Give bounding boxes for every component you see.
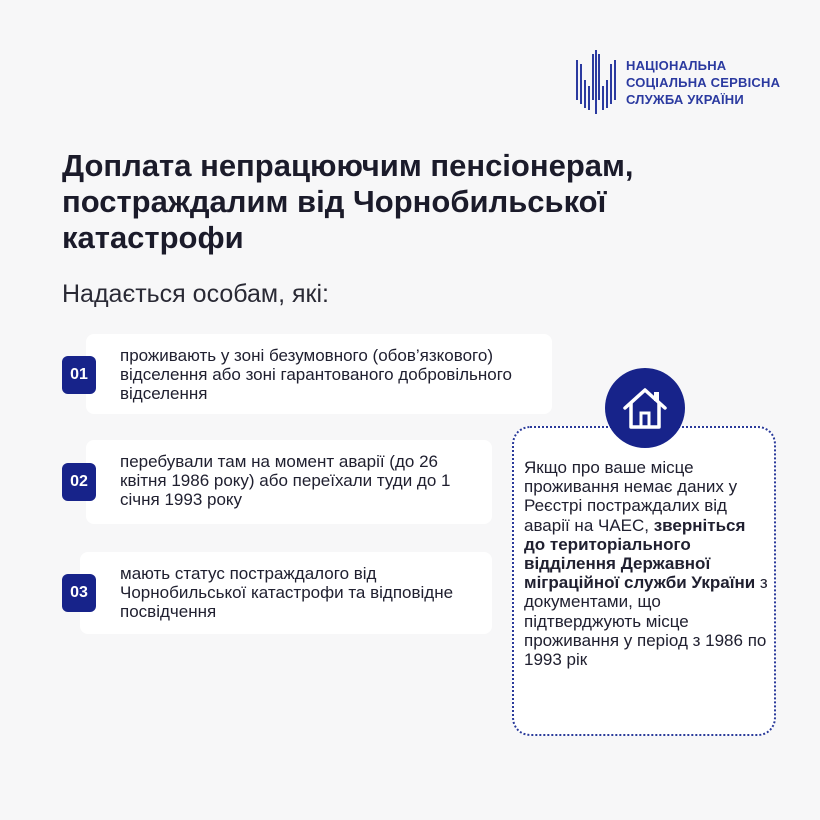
- subtitle: Надається особам, які:: [62, 280, 329, 308]
- info-text-outro: з документами, що підтверджують місце проживання у період з 1986 по 1993 рік: [524, 573, 768, 670]
- item-number-badge: 02: [62, 463, 96, 501]
- house-glyph: [620, 386, 670, 430]
- info-text-bold: зверніться до територіального відділення Державної міграційної служби України: [524, 515, 756, 593]
- org-name-line3: СЛУЖБА УКРАЇНИ: [626, 91, 744, 107]
- item-text: мають статус постраждалого від Чорнобильської катастрофи та відповідне посвідчення: [120, 564, 454, 621]
- item-text: проживають у зоні безумовного (обов’язкового) відселення або зоні гарантованого добровільного відселення: [120, 346, 513, 403]
- item-text: перебували там на момент аварії (до 26 квітня 1986 року) або переїхали туди до 1 січня 1993 року: [120, 452, 451, 509]
- org-name-line1: НАЦІОНАЛЬНА: [626, 57, 727, 73]
- house-icon: [605, 368, 685, 448]
- info-callout: [512, 426, 776, 736]
- trident-logo-icon: [574, 50, 618, 114]
- org-name: [626, 57, 780, 108]
- org-name-line2: СОЦІАЛЬНА СЕРВІСНА: [626, 74, 781, 90]
- info-text-intro: Якщо про ваше місце проживання немає даних у Реєстрі постраждалих від аварії на ЧАЕС,: [524, 458, 738, 535]
- org-logo: [574, 50, 780, 114]
- item-number-badge: 01: [62, 356, 96, 394]
- page-title: Доплата непрацюючим пенсіонерам, постраждалим від Чорнобильської катастрофи: [62, 148, 634, 255]
- info-text: [524, 458, 770, 669]
- item-number-badge: 03: [62, 574, 96, 612]
